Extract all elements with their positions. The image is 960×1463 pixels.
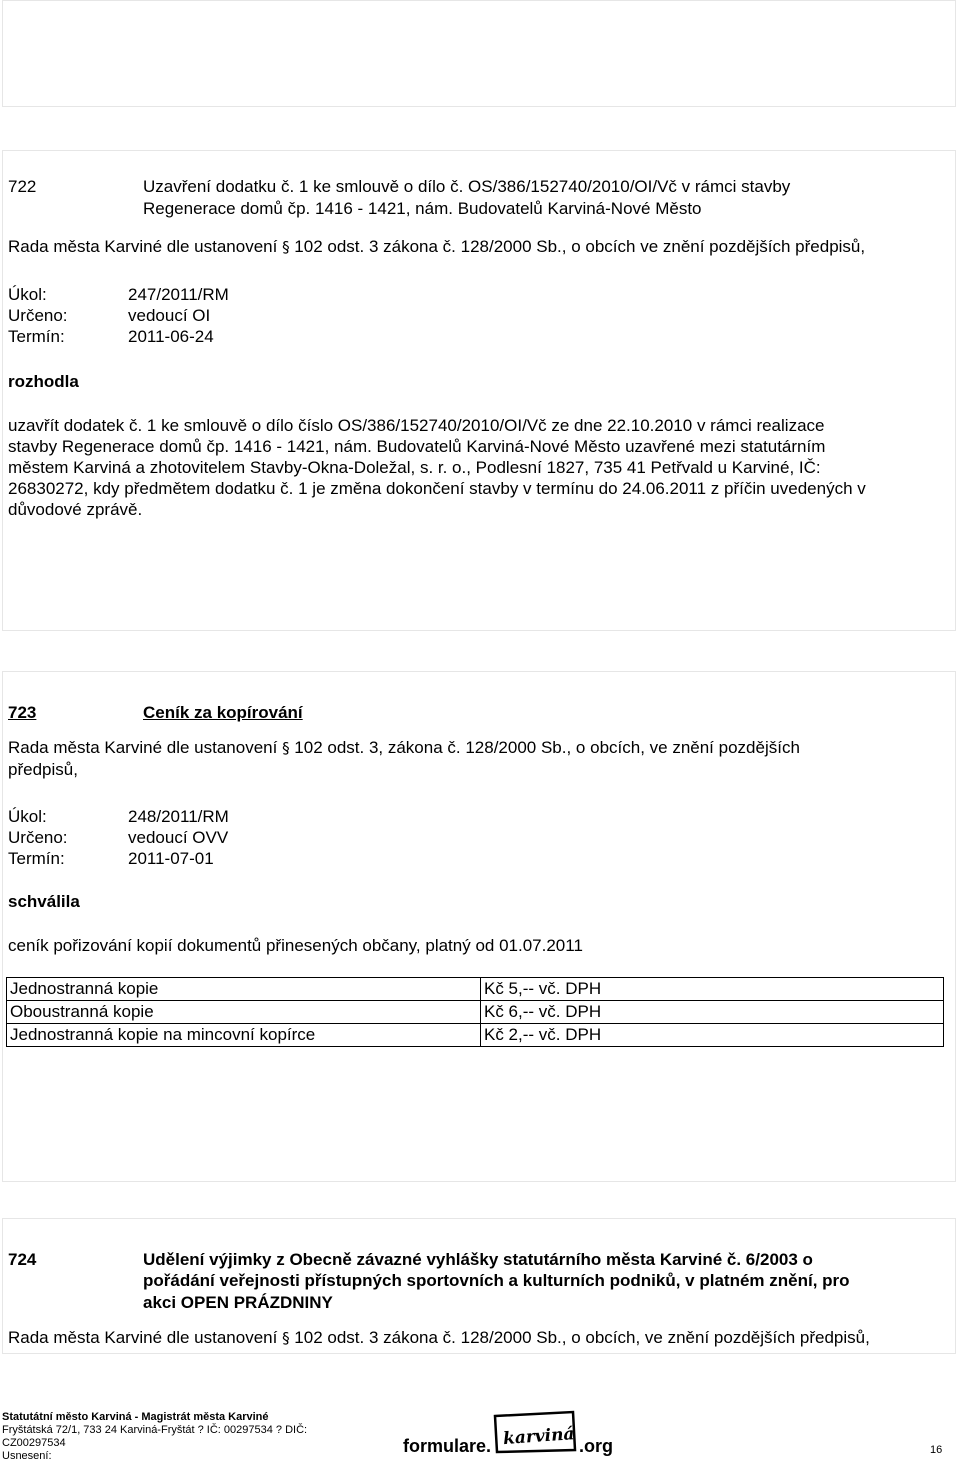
legal-basis: [8, 737, 800, 759]
resolution-number: 722: [8, 177, 37, 196]
legal-basis: [8, 1327, 870, 1349]
resolution-body-line: stavby Regenerace domů čp. 1416 - 1421, nám. Budovatelů Karviná-Nové Město uzavřené mezi statutárním: [8, 437, 826, 456]
task-value: 248/2011/RM: [128, 807, 229, 826]
legal-basis-text: Rada města Karviné dle ustanovení: [8, 738, 283, 757]
section-symbol-icon: §: [282, 739, 290, 757]
header-blank-panel: [2, 0, 956, 107]
deadline-label: Termín:: [8, 849, 65, 868]
resolution-number: 724: [8, 1250, 37, 1269]
resolution-body-line: městem Karviná a zhotovitelem Stavby-Okna-Doležal, s. r. o., Podlesní 1827, 735 41 Petřvald u Karviné, IČ:: [8, 458, 821, 477]
decision-verb: schválila: [8, 892, 80, 911]
price-value: Kč 6,-- vč. DPH: [481, 1001, 944, 1024]
resolution-title: Udělení výjimky z Obecně závazné vyhlášky statutárního města Karviné č. 6/2003 o: [143, 1250, 813, 1269]
footer-address: Fryštátská 72/1, 733 24 Karviná-Fryštát ? IČ: 00297534 ? DIČ:: [2, 1424, 308, 1436]
resolution-title: Uzavření dodatku č. 1 ke smlouvě o dílo č. OS/386/152740/2010/OI/Vč v rámci stavby: [143, 177, 791, 196]
price-value: Kč 5,-- vč. DPH: [481, 978, 944, 1001]
resolution-title: pořádání veřejnosti přístupných sportovních a kulturních podniků, v platném znění, pro: [143, 1271, 850, 1290]
price-table: [6, 977, 944, 1047]
assigned-label: Určeno:: [8, 828, 68, 847]
resolution-title: Ceník za kopírování: [143, 703, 303, 722]
legal-basis-text: 102 odst. 3, zákona č. 128/2000 Sb., o obcích, ve znění pozdějších: [289, 738, 800, 757]
legal-basis-text: Rada města Karviné dle ustanovení: [8, 1328, 283, 1347]
price-item: Jednostranná kopie: [7, 978, 481, 1001]
logo-text-org: .org: [579, 1436, 613, 1456]
footer-org-name: Statutátní město Karviná - Magistrát města Karviné: [2, 1411, 269, 1423]
resolution-title: akci OPEN PRÁZDNINY: [143, 1293, 333, 1312]
section-symbol-icon: §: [282, 1329, 290, 1347]
task-value: 247/2011/RM: [128, 285, 229, 304]
legal-basis-text: 102 odst. 3 zákona č. 128/2000 Sb., o obcích, ve znění pozdějších předpisů,: [289, 1328, 870, 1347]
footer-vat: CZ00297534: [2, 1437, 66, 1449]
logo-badge-icon: [495, 1412, 575, 1452]
resolution-title: Regenerace domů čp. 1416 - 1421, nám. Budovatelů Karviná-Nové Město: [143, 199, 702, 218]
resolution-722-panel: [2, 150, 956, 631]
section-symbol-icon: §: [282, 238, 290, 256]
task-label: Úkol:: [8, 807, 47, 826]
task-label: Úkol:: [8, 285, 47, 304]
price-value: Kč 2,-- vč. DPH: [481, 1024, 944, 1047]
resolution-number: 723: [8, 703, 37, 722]
resolution-body-line: ceník pořizování kopií dokumentů přinesených občany, platný od 01.07.2011: [8, 936, 583, 955]
logo-text-formulare: formulare.: [403, 1436, 492, 1456]
deadline-label: Termín:: [8, 327, 65, 346]
formulare-logo: [403, 1406, 619, 1457]
deadline-value: 2011-06-24: [128, 327, 214, 346]
logo-text-karvina: karviná: [502, 1424, 576, 1450]
price-item: Jednostranná kopie na mincovní kopírce: [7, 1024, 481, 1047]
resolution-body-line: 26830272, kdy předmětem dodatku č. 1 je změna dokončení stavby v termínu do 24.06.2011 z příčin uvedených v: [8, 479, 866, 498]
assigned-value: vedoucí OI: [128, 306, 211, 325]
resolution-body-line: uzavřít dodatek č. 1 ke smlouvě o dílo číslo OS/386/152740/2010/OI/Vč ze dne 22.10.2010 v rámci realizace: [8, 416, 825, 435]
legal-basis-text: 102 odst. 3 zákona č. 128/2000 Sb., o obcích ve znění pozdějších předpisů,: [289, 237, 866, 256]
legal-basis-text: předpisů,: [8, 760, 78, 779]
page-number: 16: [930, 1444, 943, 1456]
table-row: [7, 978, 944, 1001]
price-item: Oboustranná kopie: [7, 1001, 481, 1024]
deadline-value: 2011-07-01: [128, 849, 214, 868]
legal-basis: [8, 236, 865, 258]
legal-basis-text: Rada města Karviné dle ustanovení: [8, 237, 283, 256]
assigned-value: vedoucí OVV: [128, 828, 229, 847]
resolution-body-line: důvodové zprávě.: [8, 500, 143, 519]
decision-verb: rozhodla: [8, 372, 79, 391]
footer-label: Usnesení:: [2, 1450, 52, 1462]
assigned-label: Určeno:: [8, 306, 68, 325]
table-row: [7, 1024, 944, 1047]
table-row: [7, 1001, 944, 1024]
